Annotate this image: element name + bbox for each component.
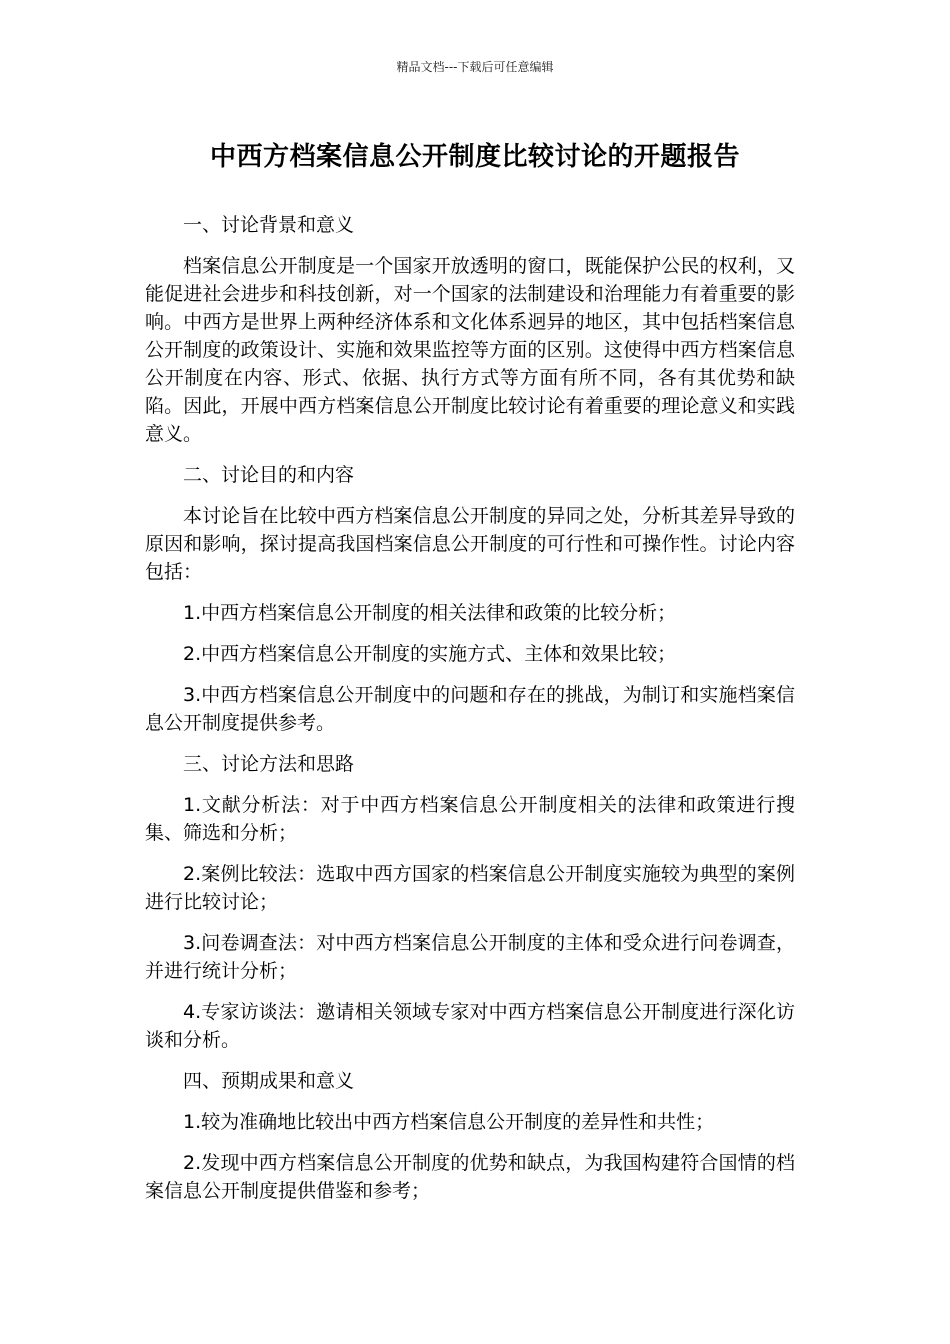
document-body [145, 211, 795, 1218]
list-item-outcome-2: 2.发现中西方档案信息公开制度的优势和缺点，为我国构建符合国情的档案信息公开制度提供借鉴和参考； [145, 1152, 795, 1202]
list-item-outcome-1: 1.较为准确地比较出中西方档案信息公开制度的差异性和共性； [183, 1111, 715, 1133]
list-item-content-1: 1.中西方档案信息公开制度的相关法律和政策的比较分析； [183, 602, 677, 624]
header-note: 精品文档---下载后可任意编辑 [396, 60, 554, 74]
section-heading-2: 二、讨论目的和内容 [183, 464, 355, 486]
list-item-method-4: 4.专家访谈法：邀请相关领域专家对中西方档案信息公开制度进行深化访谈和分析。 [145, 1001, 795, 1051]
list-item-method-3: 3.问卷调查法：对中西方档案信息公开制度的主体和受众进行问卷调查，并进行统计分析； [145, 932, 795, 982]
paragraph-background: 档案信息公开制度是一个国家开放透明的窗口，既能保护公民的权利，又能促进社会进步和科技创新，对一个国家的法制建设和治理能力有着重要的影响。中西方是世界上两种经济体系和文化体系迥异的地区，其中包括档案信息公开制度的政策设计、实施和效果监控等方面的区别。这使得中西方档案信息公开制度在内容、形式、依据、执行方式等方面有所不同，各有其优势和缺陷。因此，开展中西方档案信息公开制度比较讨论有着重要的理论意义和实践意义。 [145, 255, 795, 445]
list-item-method-2: 2.案例比较法：选取中西方国家的档案信息公开制度实施较为典型的案例进行比较讨论； [145, 863, 795, 913]
paragraph-purpose: 本讨论旨在比较中西方档案信息公开制度的异同之处，分析其差异导致的原因和影响，探讨提高我国档案信息公开制度的可行性和可操作性。讨论内容包括： [145, 505, 795, 583]
section-heading-3: 三、讨论方法和思路 [183, 753, 355, 775]
page-title: 中西方档案信息公开制度比较讨论的开题报告 [209, 142, 740, 172]
list-item-content-3: 3.中西方档案信息公开制度中的问题和存在的挑战，为制订和实施档案信息公开制度提供参考。 [145, 684, 795, 734]
section-heading-1: 一、讨论背景和意义 [183, 214, 355, 236]
section-heading-4: 四、预期成果和意义 [183, 1070, 355, 1092]
list-item-method-1: 1.文献分析法：对于中西方档案信息公开制度相关的法律和政策进行搜集、筛选和分析； [145, 794, 795, 844]
list-item-content-2: 2.中西方档案信息公开制度的实施方式、主体和效果比较； [183, 643, 677, 665]
